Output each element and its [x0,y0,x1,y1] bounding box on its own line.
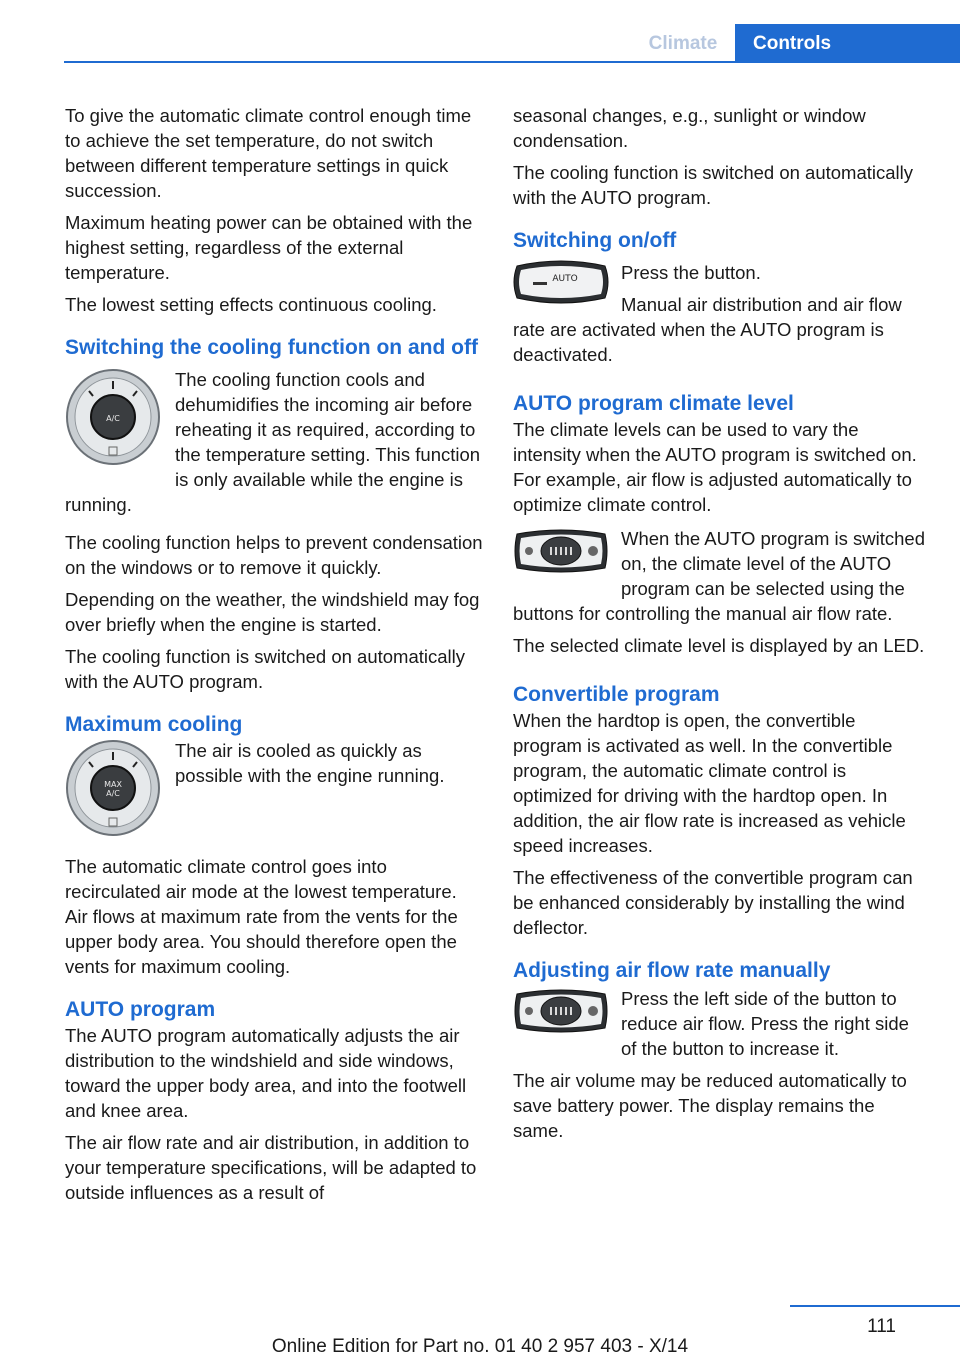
max-knob-label-2: A/C [106,789,120,798]
paragraph: Press the button. [621,262,761,283]
heading-airflow-manual: Adjusting air flow rate manually [513,959,831,982]
paragraph: The effectiveness of the convertible program can be enhanced considerably by installing the wind deflector. [513,867,913,938]
paragraph: When the AUTO program is switched on, the climate level of the AUTO program can be selected using the buttons for controlling the manual air flow rate. [513,528,926,624]
left-column [65,103,483,1212]
max-ac-knob-icon [65,738,163,838]
heading-climate-level: AUTO program climate level [513,392,794,415]
auto-button-icon [513,260,609,304]
max-knob-label-1: MAX [104,780,122,789]
paragraph: The air volume may be reduced automatically to save battery power. The display remains the same. [513,1070,907,1141]
auto-button-label: AUTO [552,274,578,284]
paragraph: The climate levels can be used to vary the intensity when the AUTO program is switched on. For example, air flow is adjusted automatically to optimize climate control. [513,419,917,515]
paragraph: The selected climate level is displayed by an LED. [513,635,925,656]
page-number: 111 [867,1316,896,1337]
ac-knob-icon [65,367,163,467]
heading-auto-program: AUTO program [65,998,216,1021]
paragraph: Depending on the weather, the windshield may fog over briefly when the engine is started. [65,589,480,635]
paragraph: The automatic climate control goes into recirculated air mode at the lowest temperature. Air flows at maximum rate from the vents for the upper body area. You should therefore open the vents for maximum cooling. [65,856,458,977]
paragraph: Press the left side of the button to reduce air flow. Press the right side of the button to increase it. [621,988,909,1059]
heading-convertible: Convertible program [513,683,720,706]
paragraph: The cooling function is switched on automatically with the AUTO program. [65,646,466,692]
paragraph: Manual air distribution and air flow rate are activated when the AUTO program is deactivated. [513,294,902,365]
heading-switching: Switching on/off [513,229,677,252]
paragraph: The lowest setting effects continuous cooling. [65,294,437,315]
paragraph: seasonal changes, e.g., sunlight or window condensation. [513,105,866,151]
paragraph: When the hardtop is open, the convertible program is activated as well. In the convertible program, the automatic climate control is optimized for driving with the hardtop open. In addition, the air flow rate is increased as vehicle speed increases. [513,710,906,856]
heading-cooling: Switching the cooling function on and off [65,336,478,359]
paragraph: The AUTO program automatically adjusts the air distribution to the windshield and side windows, toward the upper body area, and into the footwell and knee area. [65,1025,467,1121]
paragraph: The cooling function helps to prevent condensation on the windows or to remove it quickly. [65,532,483,578]
paragraph: The air is cooled as quickly as possible with the engine running. [175,740,445,786]
paragraph: Maximum heating power can be obtained with the highest setting, regardless of the external temperature. [65,212,473,283]
paragraph: The cooling function is switched on automatically with the AUTO program. [513,162,914,208]
airflow-button-icon [513,526,609,576]
heading-max-cooling: Maximum cooling [65,713,243,736]
header-rule [64,61,960,63]
paragraph: The air flow rate and air distribution, in addition to your temperature specifications, will be adapted to outside influences as a result of [65,1132,477,1203]
ac-knob-label: A/C [106,414,120,423]
edition-line: Online Edition for Part no. 01 40 2 957 403 - X/14 [271,1336,689,1357]
right-column [513,103,929,1150]
paragraph: To give the automatic climate control enough time to achieve the set temperature, do not switch between different temperature settings in quick succession. [65,105,472,201]
paragraph: The cooling function cools and dehumidifies the incoming air before reheating it as required, according to the temperature setting. This function is only available while the engine is running. [65,369,481,515]
airflow-button-icon-2 [513,986,609,1036]
header-chapter-tab: Controls [735,24,960,63]
footer-rule [790,1305,960,1307]
header-section-tab: Climate [648,33,718,54]
